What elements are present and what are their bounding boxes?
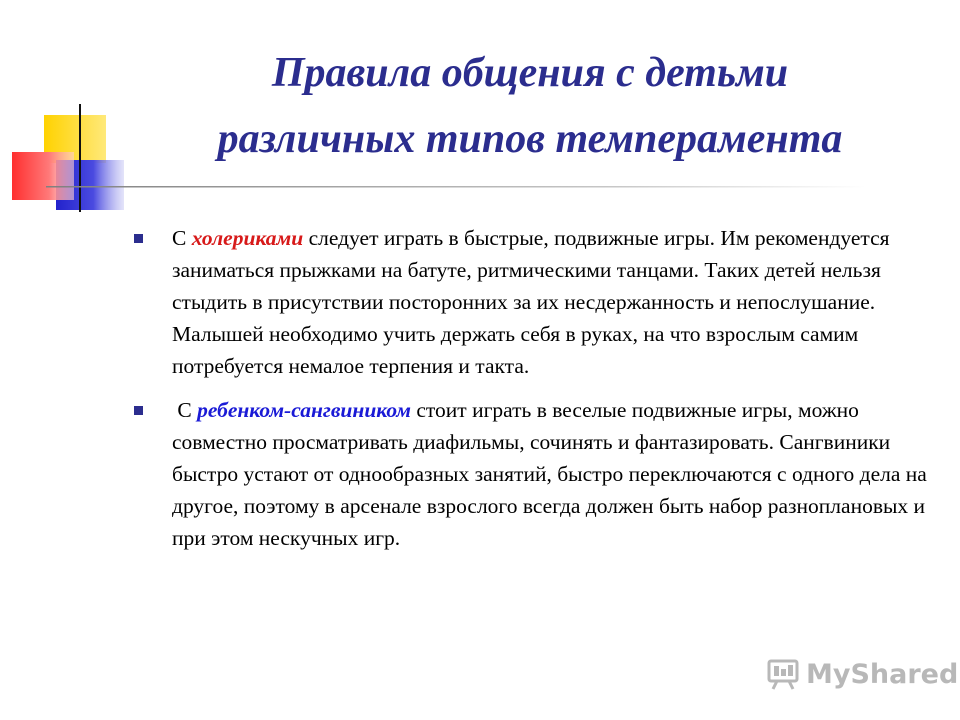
yellow-square [44,115,106,163]
title-line-2: различных типов темперамента [217,116,843,162]
vertical-rule [79,104,81,212]
bullet-lead: С [172,398,198,422]
bullet-emphasis: холериками [191,226,304,250]
square-bullet-icon [134,406,143,415]
bullet-emphasis: ребенком-сангвиником [197,398,412,422]
myshared-watermark [766,654,958,694]
bullet-list [134,222,934,566]
bullet-item-sanguine [134,394,934,554]
bullet-item-choleric [134,222,934,382]
slide-title [150,40,910,172]
presentation-board-icon [766,657,800,691]
bullet-lead: С [172,226,192,250]
blue-square [56,160,124,210]
watermark-text: MyShared [806,658,959,690]
bullet-text: стоит играть в веселые подвижные игры, можно совместно просматривать диафильмы, сочинять и фантазировать. Сангвиники быстро устают от однообразных занятий, быстро переключаются с одного дела на другое, поэтому в арсенале взрослого всегда должен быть набор разноплановых и при этом нескучных игр. [172,398,927,550]
title-line-1: Правила общения с детьми [271,50,789,96]
horizontal-rule [46,186,866,188]
square-bullet-icon [134,234,143,243]
bullet-text: следует играть в быстрые, подвижные игры. Им рекомендуется заниматься прыжками на батуте, ритмическими танцами. Таких детей нельзя стыдить в присутствии посторонних за их несдержанность и непослушание. Малышей необходимо учить держать себя в руках, на что взрослым самим потребуется немалое терпения и такта. [172,226,890,378]
red-square [12,152,74,200]
